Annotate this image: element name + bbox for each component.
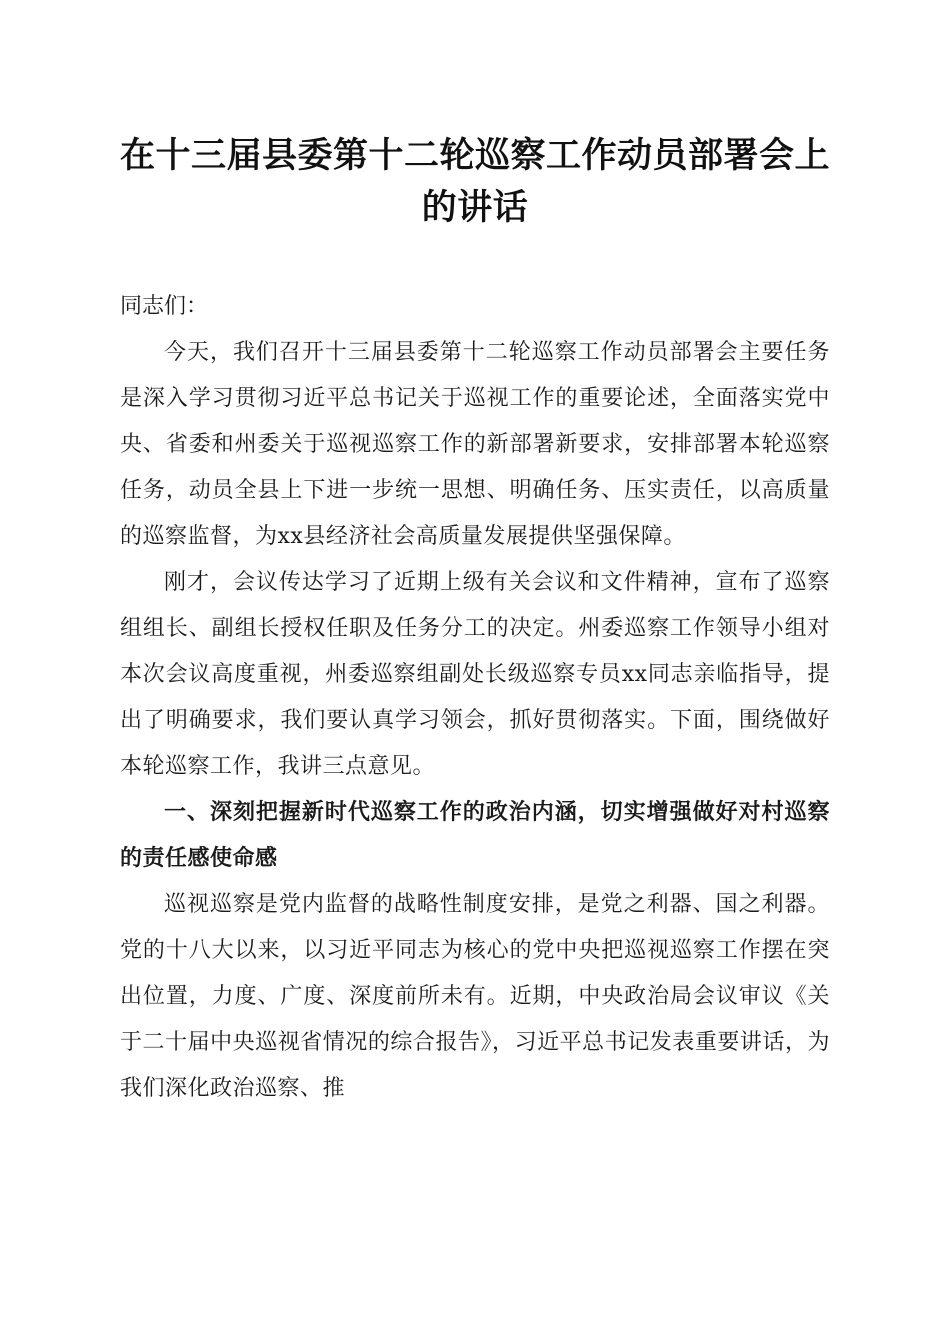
section-heading-1: 一、深刻把握新时代巡察工作的政治内涵，切实增强做好对村巡察的责任感使命感 [120, 800, 830, 871]
paragraph-section-1: 巡视巡察是党内监督的战略性制度安排，是党之利器、国之利器。党的十八大以来，以习近平同志为核心的党中央把巡视巡察工作摆在突出位置，力度、广度、深度前所未有。近期，中央政治局会议审议《关于二十届中央巡视省情况的综合报告》，习近平总书记发表重要讲话，为我们深化政治巡察、推 [120, 892, 830, 1101]
document-title: 在十三届县委第十二轮巡察工作动员部署会上的讲话 [120, 135, 831, 228]
document-body [120, 130, 830, 1112]
paragraph-meeting-summary: 刚才，会议传达学习了近期上级有关会议和文件精神，宣布了巡察组组长、副组长授权任职及任务分工的决定。州委巡察工作领导小组对本次会议高度重视，州委巡察组副处长级巡察专员xx同志亲临指导，提出了明确要求，我们要认真学习领会，抓好贯彻落实。下面，围绕做好本轮巡察工作，我讲三点意见。 [120, 570, 830, 779]
salutation: 同志们： [120, 294, 209, 319]
paragraph-intro: 今天，我们召开十三届县委第十二轮巡察工作动员部署会主要任务是深入学习贯彻习近平总书记关于巡视工作的重要论述，全面落实党中央、省委和州委关于巡视巡察工作的新部署新要求，安排部署本轮巡察任务，动员全县上下进一步统一思想、明确任务、压实责任，以高质量的巡察监督，为xx县经济社会高质量发展提供坚强保障。 [120, 340, 830, 549]
